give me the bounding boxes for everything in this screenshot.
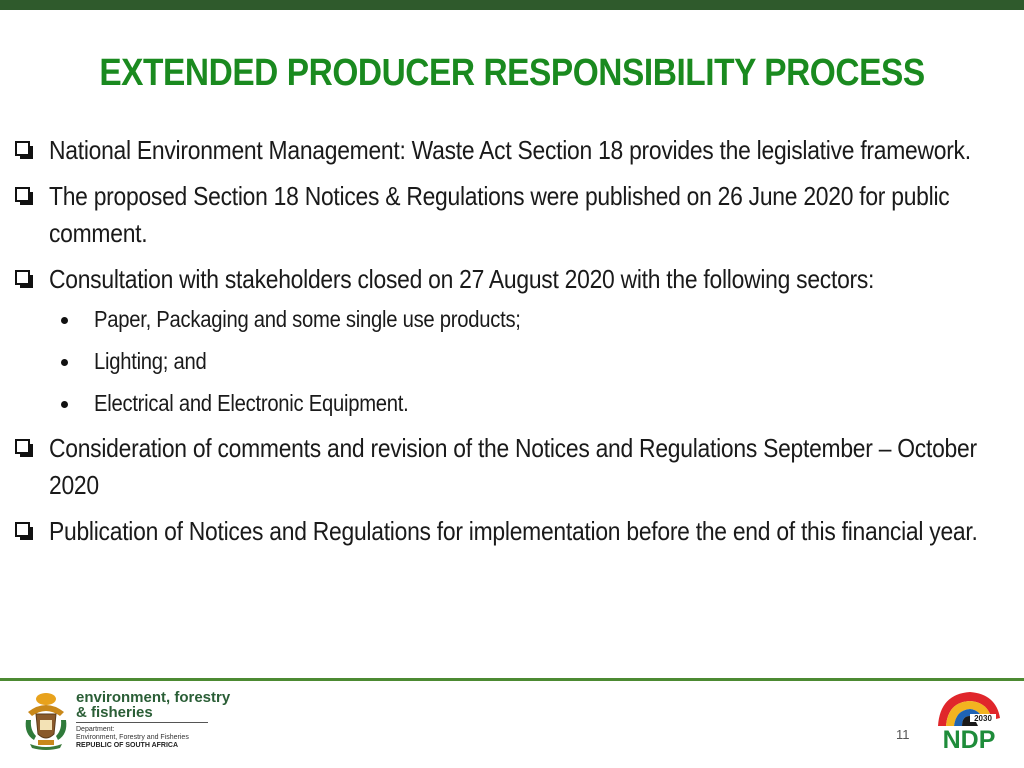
bullet-item xyxy=(12,430,1012,504)
round-dot-icon xyxy=(61,359,68,366)
coat-of-arms-icon xyxy=(22,690,70,752)
checkbox-square-icon xyxy=(15,187,30,202)
round-dot-icon xyxy=(61,401,68,408)
checkbox-square-icon xyxy=(15,141,30,156)
ndp-2030-logo xyxy=(934,686,1004,752)
footer-divider xyxy=(0,678,1024,681)
checkbox-square-icon xyxy=(15,522,30,537)
ndp-year: 2030 xyxy=(974,714,992,723)
bullet-item xyxy=(12,132,1012,169)
sub-bullet-text: Electrical and Electronic Equipment. xyxy=(94,390,409,416)
sub-bullet-item xyxy=(12,382,1012,424)
sub-bullet-text: Lighting; and xyxy=(94,348,207,374)
department-divider xyxy=(76,722,208,723)
bullet-item xyxy=(12,178,1012,252)
page-number: 11 xyxy=(896,727,910,742)
sub-bullet-item xyxy=(12,298,1012,340)
bullet-item xyxy=(12,513,1012,550)
country-name: REPUBLIC OF SOUTH AFRICA xyxy=(76,742,179,749)
bullet-text: The proposed Section 18 Notices & Regulations were published on 26 June 2020 for public comment. xyxy=(49,181,950,248)
department-name: environment, forestry & fisheries xyxy=(76,689,231,721)
checkbox-square-icon xyxy=(15,270,30,285)
slide-title: EXTENDED PRODUCER RESPONSIBILITY PROCESS xyxy=(99,52,925,94)
bullet-text: Publication of Notices and Regulations for implementation before the end of this financial year. xyxy=(49,516,978,546)
round-dot-icon xyxy=(61,317,68,324)
bullet-text: Consultation with stakeholders closed on 27 August 2020 with the following sectors: xyxy=(49,264,875,294)
bullet-text: National Environment Management: Waste Act Section 18 provides the legislative framework. xyxy=(49,135,971,165)
bullet-item xyxy=(12,261,1012,298)
slide-content xyxy=(12,132,1012,550)
ndp-text: NDP xyxy=(942,726,996,752)
sub-bullet-text: Paper, Packaging and some single use products; xyxy=(94,306,521,332)
top-banner-bar xyxy=(0,0,1024,10)
bullet-text: Consideration of comments and revision of the Notices and Regulations September – October 2020 xyxy=(49,433,977,500)
department-subtitle: Department: Environment, Forestry and Fisheries xyxy=(76,726,189,741)
checkbox-square-icon xyxy=(15,439,30,454)
sub-bullet-item xyxy=(12,340,1012,382)
